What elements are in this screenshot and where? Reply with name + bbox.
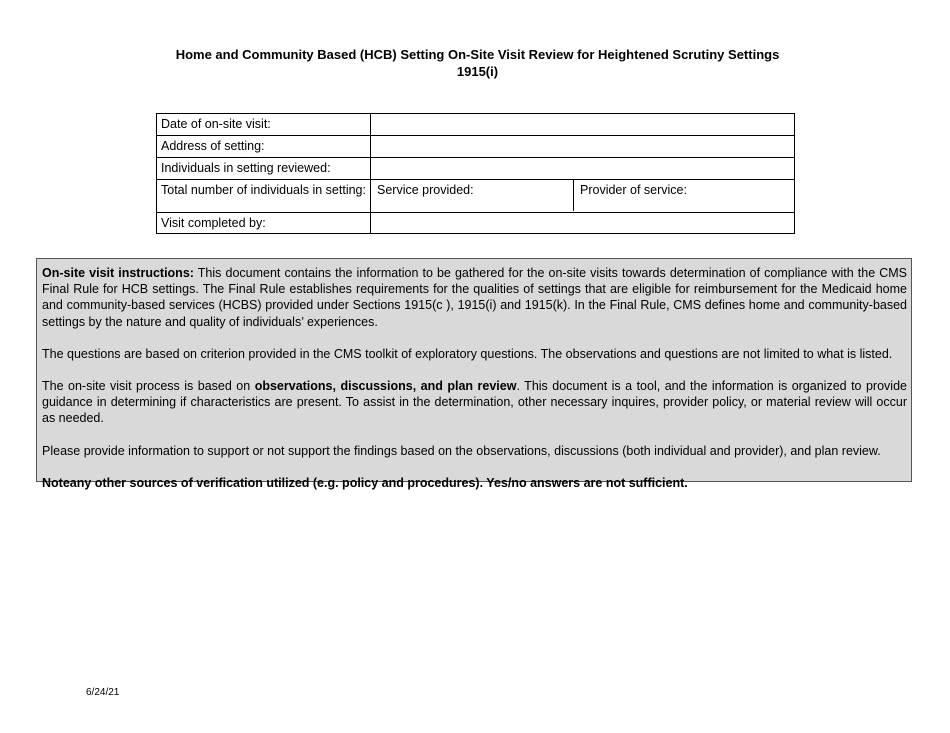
service-provided-label: Service provided: — [377, 183, 474, 197]
table-row — [157, 213, 795, 234]
instructions-heading: On-site visit instructions: — [42, 266, 194, 280]
table-row — [157, 180, 795, 213]
title-line-2: 1915(i) — [456, 64, 499, 79]
individuals-reviewed-field[interactable] — [371, 158, 795, 180]
instructions-text-3b: . This document is a tool, and the information is organized to provide guidance in determining if characteristics are present. To assist in the determination, other necessary inquires, provider policy, or material review will occur as needed. — [42, 379, 907, 426]
page-title — [0, 46, 950, 80]
title-line-1: Home and Community Based (HCB) Setting On-Site Visit Review for Heightened Scrutiny Settings — [175, 47, 780, 62]
total-individuals-label: Total number of individuals in setting: — [157, 180, 371, 213]
provider-of-service-label: Provider of service: — [580, 183, 687, 197]
visit-completed-label: Visit completed by: — [157, 213, 371, 234]
service-provided-field[interactable] — [371, 180, 574, 211]
instructions-box — [36, 258, 912, 490]
instructions-text-3a: The on-site visit process is based on — [42, 379, 255, 394]
address-label: Address of setting: — [157, 136, 371, 158]
visit-info-table — [156, 113, 795, 234]
instructions-paragraph-2: The questions are based on criterion provided in the CMS toolkit of exploratory questions. The observations and questions are not limited to what is listed. — [42, 346, 893, 361]
instructions-note: Noteany other sources of verification utilized (e.g. policy and procedures). Yes/no answers are not sufficient. — [42, 475, 688, 490]
instructions-paragraph-1 — [42, 265, 907, 330]
date-field[interactable] — [371, 114, 795, 136]
address-field[interactable] — [371, 136, 795, 158]
provider-of-service-field[interactable] — [574, 180, 794, 211]
table-row — [157, 158, 795, 180]
instructions-emphasis: observations, discussions, and plan review — [254, 379, 517, 394]
table-row — [157, 136, 795, 158]
visit-completed-field[interactable] — [371, 213, 795, 234]
instructions-paragraph-4: Please provide information to support or not support the findings based on the observations, discussions (both individual and provider), and plan review. — [42, 443, 881, 458]
footer-date: 6/24/21 — [86, 687, 120, 698]
instructions-text-1: This document contains the information to be gathered for the on-site visits towards determination of compliance with the CMS Final Rule for HCB settings. The Final Rule establishes requirements for the qualities of settings that are eligible for reimbursement for the Medicaid home and community-based services (HCBS) provided under Sections 1915(c ), 1915(i) and 1915(k). In the Final Rule, CMS defines home and community-based settings by the nature and quality of individuals’ experiences. — [42, 266, 908, 329]
table-row — [157, 114, 795, 136]
instructions-paragraph-3 — [42, 378, 907, 427]
individuals-reviewed-label: Individuals in setting reviewed: — [157, 158, 371, 180]
instructions-paragraph-5 — [42, 475, 907, 491]
date-label: Date of on-site visit: — [157, 114, 371, 136]
service-provider-cell — [371, 180, 795, 213]
